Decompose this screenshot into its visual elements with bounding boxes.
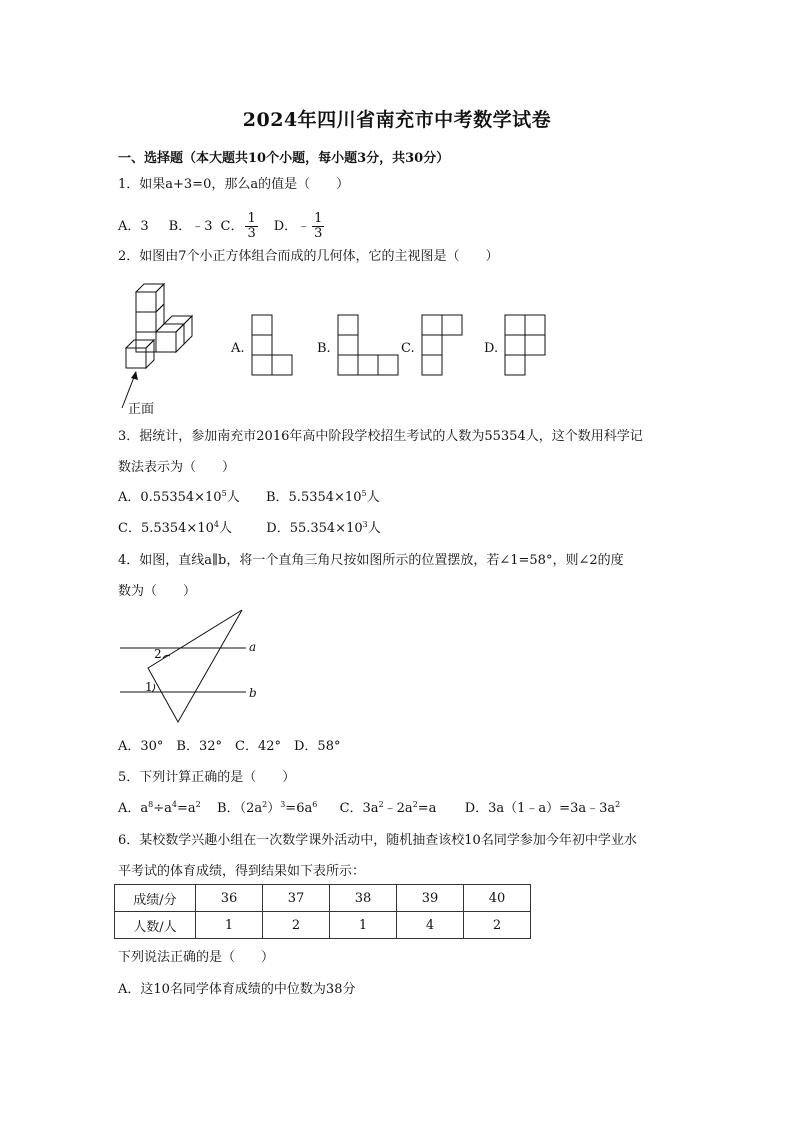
q1-option-c-fraction — [245, 212, 257, 241]
table-row — [115, 912, 531, 939]
q2-option-c-label: C. — [401, 341, 415, 356]
table-cell: 4 — [397, 912, 464, 939]
q1-options — [118, 212, 326, 241]
table-cell: 1 — [330, 912, 397, 939]
q3-option-a: A．$0.55354\times 10^5$人 — [118, 489, 240, 505]
q2-option-b-label: B. — [317, 341, 331, 356]
q5-options — [118, 801, 620, 817]
fraction-denominator: 3 — [314, 226, 323, 241]
label-b: b — [249, 686, 257, 700]
q2-option-b-figure — [337, 314, 399, 376]
q2-option-c-figure — [421, 314, 463, 376]
table-header-cell: 人数/人 — [115, 912, 196, 939]
q1-option-d-fraction — [312, 212, 324, 241]
q1-option-b: B．﹣3 — [168, 218, 213, 234]
table-cell: 1 — [196, 912, 263, 939]
angle-1-label: 1 — [145, 680, 153, 694]
q3-option-b: B．$5.5354\times 10^5$人 — [265, 489, 380, 505]
q5-option-c: C．$3a^2﹣2a^2=a$ — [339, 800, 437, 816]
q3-options-row2 — [118, 521, 381, 537]
table-cell: 36 — [196, 885, 263, 912]
fraction-numerator: 1 — [247, 211, 256, 226]
label-a: a — [249, 640, 257, 654]
q2-option-a-label: A. — [231, 341, 245, 356]
table-cell: 37 — [263, 885, 330, 912]
q6-stem-line2: 平考试的体育成绩，得到结果如下表所示： — [118, 864, 366, 879]
q2-option-d-figure — [504, 314, 546, 376]
cube-solid-figure — [118, 272, 208, 422]
front-label: 正面 — [128, 402, 155, 417]
page-title: 2024年四川省南充市中考数学试卷 — [242, 109, 552, 131]
q2-option-a-figure — [251, 314, 293, 376]
fraction-numerator: 1 — [314, 211, 323, 226]
q2-option-d-label: D. — [484, 341, 499, 356]
q1-option-c-label: C． — [220, 218, 244, 234]
q3-stem-line1: 3．据统计，参加南充市2016年高中阶段学校招生考试的人数为55354人，这个数用科学记 — [118, 429, 643, 444]
q1-stem: 1．如果a+3=0，那么a的值是（ ） — [118, 177, 350, 192]
fraction-denominator: 3 — [247, 226, 256, 241]
q5-stem: 5．下列计算正确的是（ ） — [118, 770, 296, 785]
q3-options-row1 — [118, 490, 380, 506]
angle-2-label: 2 — [154, 647, 162, 661]
q3-option-c: C．$5.5354\times 10^4$人 — [118, 520, 232, 536]
q5-option-d: D．$3a(1﹣a)=3a﹣3a^2$ — [464, 800, 621, 816]
q6-after-table: 下列说法正确的是（ ） — [118, 950, 275, 965]
q5-option-b: B．$(2a^2)^3=6a^6$ — [217, 800, 318, 816]
table-header-cell: 成绩/分 — [115, 885, 196, 912]
table-row — [115, 885, 531, 912]
table-cell: 40 — [464, 885, 531, 912]
score-table — [114, 884, 531, 939]
q4-stem-line2: 数为（ ） — [118, 584, 197, 599]
table-cell: 2 — [464, 912, 531, 939]
table-cell: 38 — [330, 885, 397, 912]
q1-option-d-label: D．﹣ — [273, 218, 311, 234]
section-heading: 一、选择题（本大题共10个小题，每小题3分，共30分） — [118, 151, 450, 166]
table-cell: 39 — [397, 885, 464, 912]
q3-option-d: D．$55.354\times 10^3$人 — [266, 520, 381, 536]
q2-stem: 2．如图由7个小正方体组合而成的几何体，它的主视图是（ ） — [118, 249, 499, 264]
q4-parallel-lines-figure — [118, 606, 268, 726]
q4-stem-line1: 4．如图，直线a∥b，将一个直角三角尺按如图所示的位置摆放，若∠1=58°，则∠2的度 — [118, 553, 624, 568]
q1-option-a: A．3 — [118, 218, 149, 234]
q6-stem-line1: 6．某校数学兴趣小组在一次数学课外活动中，随机抽查该校10名同学参加今年初中学业水 — [118, 833, 637, 848]
q5-option-a: A．$a^8\div a^4=a^2$ — [118, 800, 201, 816]
q3-stem-line2: 数法表示为（ ） — [118, 460, 236, 475]
triangle-ruler — [148, 610, 242, 722]
q6-option-a: A．这10名同学体育成绩的中位数为38分 — [118, 982, 356, 997]
table-cell: 2 — [263, 912, 330, 939]
q4-options: A．30° B．32° C．42° D．58° — [118, 739, 341, 754]
